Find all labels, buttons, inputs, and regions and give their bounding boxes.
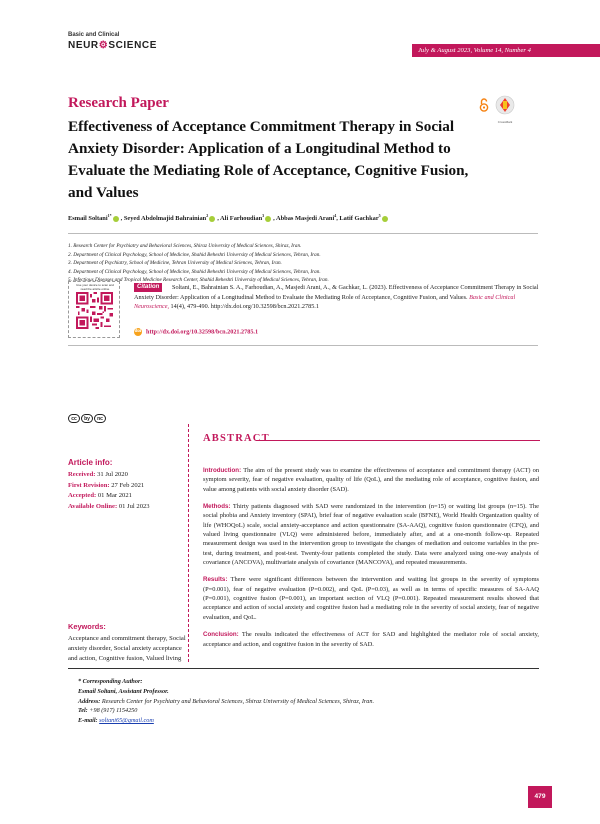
tel-label: Tel:: [78, 707, 88, 715]
abstract-heading: ABSTRACT: [203, 433, 270, 444]
orcid-icon[interactable]: [209, 216, 215, 222]
qr-caption: Use your device to scan and read the article online: [76, 283, 114, 291]
date-value: 01 Mar 2021: [97, 492, 132, 499]
author-name: Latif Gachkar: [339, 215, 379, 223]
author-name: Ali Farhoudian: [220, 215, 263, 223]
section-label: Methods:: [203, 503, 231, 511]
by-badge: by: [81, 414, 93, 423]
email-label: E-mail:: [78, 717, 98, 725]
corresponding-tel: [78, 706, 374, 716]
doi-link[interactable]: http://dx.doi.org/10.32598/bcn.2021.2785.1: [146, 328, 259, 336]
affiliations: [68, 242, 538, 285]
crossmark-label: CrossMark: [497, 120, 513, 124]
open-access-icon[interactable]: [479, 98, 489, 112]
divider: [68, 345, 538, 346]
crossmark-icon[interactable]: [494, 95, 516, 124]
section-text: The aim of the present study was to examine the effectiveness of acceptance and commitment therapy (ACT) on symptom severity, fear of negative evaluation, quality of life (QoL), and the mediating role of acceptance, cognitive fusion, and value among patients with social anxiety disorder (SAD).: [203, 467, 539, 493]
article-title: Effectiveness of Acceptance Commitment Therapy in Social Anxiety Disorder: Application of a Longitudinal Method to Evaluate the Mediating Role of Acceptance, Cognitive Fusion, and Values: [68, 118, 469, 201]
date-value: 31 Jul 2020: [97, 471, 128, 478]
author-name: Seyed Abdolmajid Bahrainian: [123, 215, 207, 223]
orcid-icon[interactable]: [382, 216, 388, 222]
author-sup: 1*: [107, 213, 112, 218]
author-sup: 3: [262, 213, 265, 218]
affiliation: 3. Department of Psychiatry, School of Medicine, Tehran University of Medical Sciences, Tehran, Iran.: [68, 260, 282, 267]
cc-license-icon[interactable]: [68, 407, 107, 425]
date-value: 27 Feb 2021: [111, 481, 145, 489]
keywords-heading: Keywords:: [68, 622, 106, 631]
abstract-intro: [203, 466, 539, 494]
section-text: Thirty patients diagnosed with SAD were randomized in the intervention (n=15) or waiting list groups (n=15). The social phobia and Anxiety inventory (SPAI), brief fear of negative evaluation scale (BFNE), World Health Organization quality of life (WHOQoL) scale, social anxiety-acceptance and action questionnaire (SA-AAQ), cognitive fusion questionnaire (CFQ), and valued living questionnaire (VLQ) were administered before, immediately after, and at a one-month follow-up. Repeated measurement design was used in the intervention group to investigate the changes of mediation and outcome variables in the pre-test, during treatment, and post-test. Twenty-four patients completed the study. Data were analyzed using one-way analysis of covariance (ANCOVA), multivariate analysis of covariance (MANCOVA), and repeated measurements.: [203, 503, 539, 567]
affiliation: 5. Infectious Diseases and Tropical Medicine Research Center, Shahid Beheshti University of Medical Sciences, Tehran, Iran.: [68, 277, 329, 284]
author-name: Abbas Masjedi Arani: [275, 215, 335, 223]
column-divider: [188, 424, 189, 662]
date-row: [68, 502, 150, 513]
orcid-icon[interactable]: [113, 216, 119, 222]
divider: [68, 233, 538, 234]
date-label: Available Online:: [68, 502, 118, 510]
corresponding-heading: * Corresponding Author:: [78, 678, 143, 685]
tel-value: +98 (917) 1154250: [89, 707, 138, 715]
journal-top-line: Basic and Clinical: [68, 32, 120, 38]
affiliation: 1. Research Center for Psychiatry and Behavioral Sciences, Shiraz University of Medical Sciences, Shiraz, Iran.: [68, 243, 302, 249]
date-row: [68, 481, 150, 492]
citation-body: Soltani, E., Bahrainian S. A., Farhoudian, A., Masjedi Arani, A., & Gachkar, L. (2023). Effectiveness of Acceptance Commitment Therapy in Social Anxiety Disorder: Application of a Longitudinal Method to Evaluate the Mediating Role of Acceptance, Cognitive Fusion, and Values.: [134, 284, 539, 301]
section-label: Results:: [203, 576, 228, 584]
date-label: First Revision:: [68, 481, 110, 489]
address-value: Research Center for Psychiatry and Behavioral Sciences, Shiraz University of Medical Sciences, Shiraz, Iran.: [101, 697, 375, 705]
journal-name-part2: SCIENCE: [108, 40, 157, 51]
paper-type: Research Paper: [68, 95, 169, 111]
doi-row[interactable]: [134, 328, 258, 336]
page-number: 479: [528, 786, 552, 808]
date-value: 01 Jul 2023: [118, 502, 150, 510]
author-sup: 2: [206, 213, 209, 218]
journal-logo-gear-icon: ⚙: [98, 40, 109, 51]
keywords-text: Acceptance and commitment therapy, Social anxiety disorder, Social anxiety acceptance and action, Cognitive fusion, Valued living: [68, 635, 186, 662]
corresponding-email: [78, 716, 374, 726]
corresponding-author: [78, 677, 374, 726]
section-text: The results indicated the effectiveness of ACT for SAD and highlighted the mediator role of social anxiety, acceptance and action, and cognitive fusion in the severity of SAD.: [203, 631, 539, 648]
citation-label: Citation: [134, 283, 162, 292]
divider: [68, 668, 539, 669]
date-row: [68, 491, 150, 502]
section-label: Introduction:: [203, 467, 242, 474]
corresponding-name: Esmail Soltani, Assistant Professor.: [78, 687, 169, 695]
cc-badge: cc: [68, 414, 80, 423]
journal-logo: [68, 40, 157, 51]
email-link[interactable]: soltani65@gmail.com: [99, 717, 154, 725]
affiliation: 4. Department of Clinical Psychology, School of Medicine, Shahid Beheshti University of Medical Sciences, Tehran, Iran.: [68, 268, 321, 275]
date-row: [68, 470, 150, 481]
corresponding-address: [78, 697, 374, 707]
qr-code-box[interactable]: [68, 281, 120, 338]
author-sup: 5: [378, 213, 381, 218]
author-name: Esmail Soltani: [68, 215, 108, 223]
address-label: Address:: [78, 697, 101, 705]
date-label: Received:: [68, 471, 96, 478]
author-list: Esmail Soltani$^{1*}$ , Seyed Abdolmajid Bahrainian$^2$ , Ali Farhoudian$^3$ , Abbas Masjedi Arani$^4$, Latif Gachkar$^5$: [68, 213, 538, 222]
author-sup: 4: [334, 213, 337, 218]
issue-banner: July & August 2023, Volume 14, Number 4: [412, 44, 600, 57]
abstract-conclusion: [203, 630, 539, 649]
qr-code-icon[interactable]: [76, 292, 113, 329]
abstract-results: [203, 575, 539, 622]
citation-volume: 14(4), 479-490. http://dx.doi.org/10.32598/bcn.2021.2785.1: [170, 303, 319, 311]
section-label: Conclusion:: [203, 631, 239, 639]
abstract-body: [203, 466, 539, 657]
journal-name-part1: NEUR: [68, 40, 99, 51]
article-dates: [68, 470, 150, 512]
doi-icon: doi: [134, 329, 142, 334]
citation-journal[interactable]: Basic and Clinical Neuroscience,: [134, 293, 516, 311]
affiliation: 2. Department of Clinical Psychology, School of Medicine, Shahid Beheshti University of Medical Sciences, Tehran, Iran.: [68, 251, 321, 258]
article-info-heading: Article info:: [68, 458, 113, 467]
date-label: Accepted:: [68, 492, 97, 499]
nc-badge: nc: [94, 414, 106, 423]
citation-text: [134, 283, 539, 312]
orcid-icon[interactable]: [265, 216, 271, 222]
abstract-heading-rule: [256, 440, 540, 441]
section-text: There were significant differences between the intervention and waiting list groups in the severity of symptoms (P=0.001), fear of negative evaluation (P=0.002), and QoL (P=0.03), as well as in terms of specific measures of SA-AAQ (P=0.001), cognitive fusion (P=0.001), an important section of VLQ (P=0.001). Repeated measurement results showed that acceptance and action of social anxiety and cognitive fusion had a mediating role in the severity of social anxiety, fear of negative evaluation, and QoL.: [203, 576, 539, 621]
abstract-methods: [203, 502, 539, 567]
